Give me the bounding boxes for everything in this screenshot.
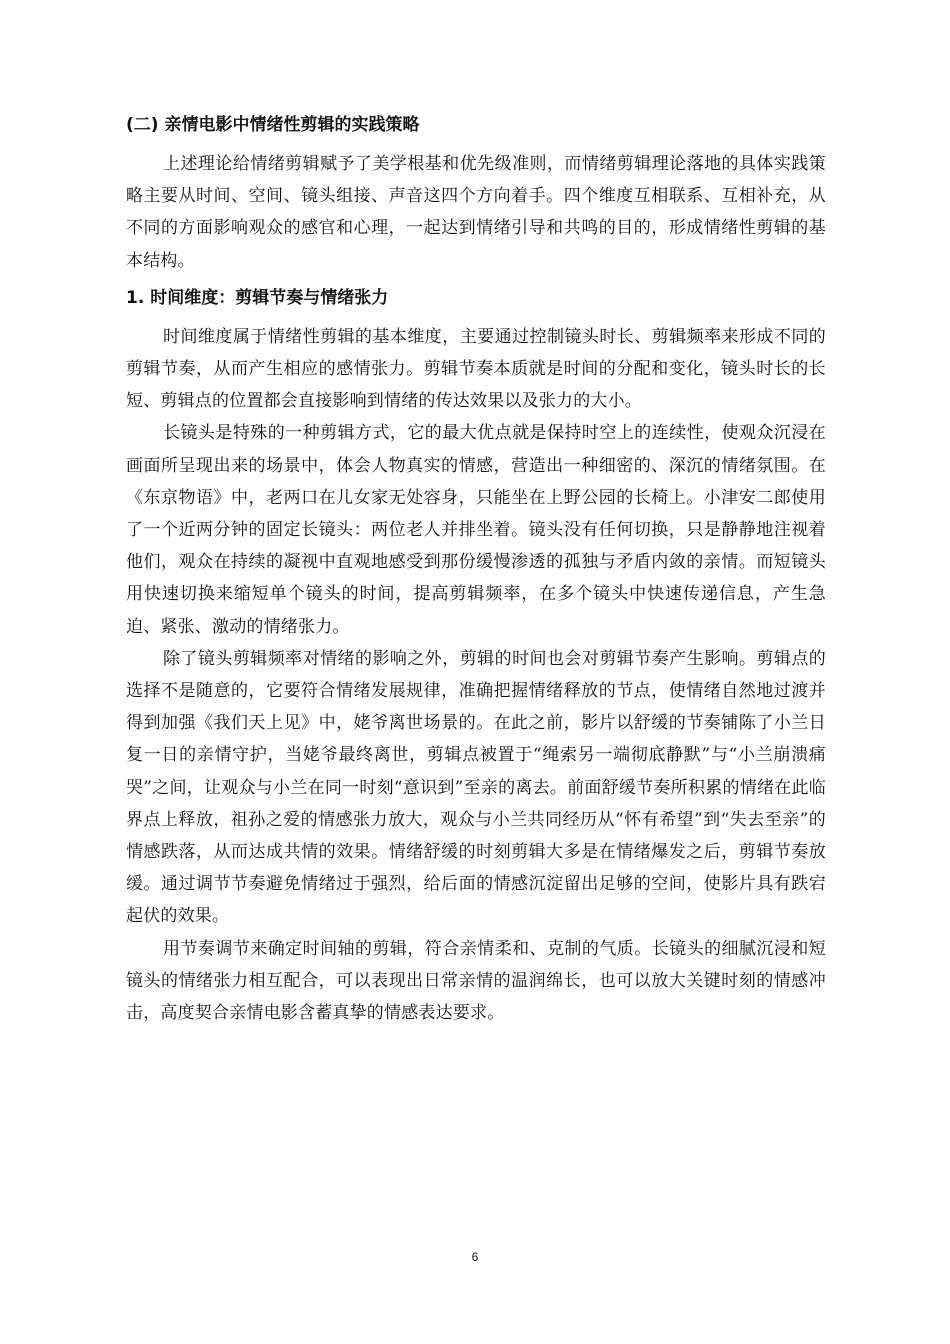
body-paragraph: 除了镜头剪辑频率对情绪的影响之外，剪辑的时间也会对剪辑节奏产生影响。剪辑点的选择不是随意的，它要符合情绪发展规律，准确把握情绪释放的节点，使情绪自然地过渡并得到加强《我们天上见》中，姥爷离世场景的。在此之前，影片以舒缓的节奏铺陈了小兰日复一日的亲情守护，当姥爷最终离世，剪辑点被置于“绳索另一端彻底静默”与“小兰崩溃痛哭”之间，让观众与小兰在同一时刻“意识到”至亲的离去。前面舒缓节奏所积累的情绪在此临界点上释放，祖孙之爱的情感张力放大，观众与小兰共同经历从“怀有希望”到“失去至亲”的情感跌落，从而达成共情的效果。情绪舒缓的时刻剪辑大多是在情绪爆发之后，剪辑节奏放缓。通过调节节奏避免情绪过于强烈，给后面的情感沉淀留出足够的空间，使影片具有跌宕起伏的效果。 [126,648,826,927]
intro-paragraph: 上述理论给情绪剪辑赋予了美学根基和优先级准则，而情绪剪辑理论落地的具体实践策略主要从时间、空间、镜头组接、声音这四个方向着手。四个维度互相联系、互相补充，从不同的方面影响观众的感官和心理，一起达到情绪引导和共鸣的目的，形成情绪性剪辑的基本结构。 [126,154,826,271]
body-paragraph: 时间维度属于情绪性剪辑的基本维度，主要通过控制镜头时长、剪辑频率来形成不同的剪辑节奏，从而产生相应的感情张力。剪辑节奏本质就是时间的分配和变化，镜头时长的长短、剪辑点的位置都会直接影响到情绪的传达效果以及张力的大小。 [126,326,826,412]
body-paragraph: 长镜头是特殊的一种剪辑方式，它的最大优点就是保持时空上的连续性，使观众沉浸在画面所呈现出来的场景中，体会人物真实的情感，营造出一种细密的、深沉的情绪氛围。在《东京物语》中，老两口在儿女家无处容身，只能坐在上野公园的长椅上。小津安二郎使用了一个近两分钟的固定长镜头：两位老人并排坐着。镜头没有任何切换，只是静静地注视着他们，观众在持续的凝视中直观地感受到那份缓慢渗透的孤独与矛盾内敛的亲情。而短镜头用快速切换来缩短单个镜头的时间，提高剪辑频率，在多个镜头中快速传递信息，产生急迫、紧张、激动的情绪张力。 [126,423,826,637]
subsection-heading: 1. 时间维度：剪辑节奏与情绪张力 [126,287,389,308]
page-body [126,108,826,1029]
page-number: 6 [471,1250,479,1264]
body-paragraph: 用节奏调节来确定时间轴的剪辑，符合亲情柔和、克制的气质。长镜头的细腻沉浸和短镜头的情绪张力相互配合，可以表现出日常亲情的温润绵长，也可以放大关键时刻的情感冲击，高度契合亲情电影含蓄真挚的情感表达要求。 [126,938,826,1024]
section-heading: (二) 亲情电影中情绪性剪辑的实践策略 [126,115,420,135]
